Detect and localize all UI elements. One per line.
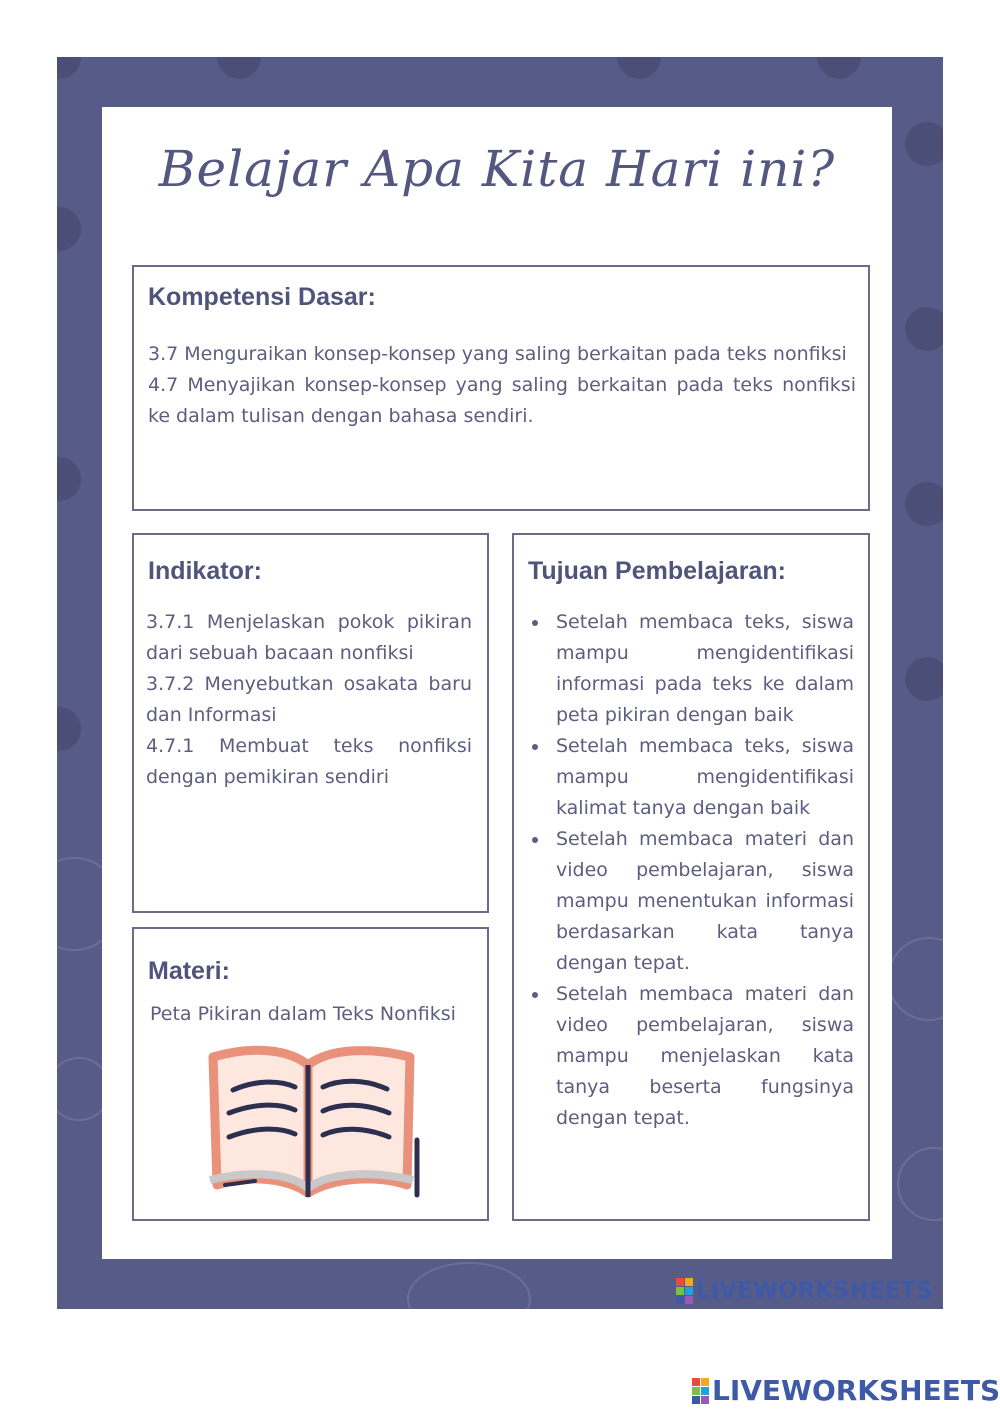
liveworksheets-watermark	[676, 1278, 933, 1304]
frame-dot	[57, 207, 81, 251]
kompetensi-item: 4.7 Menyajikan konsep-konsep yang saling berkaitan pada teks nonfiksi ke dalam tulisan dengan bahasa sendiri.	[148, 374, 856, 427]
frame-dot	[217, 57, 261, 79]
kompetensi-list	[148, 339, 856, 432]
frame-dot	[905, 122, 943, 166]
paisley-ornament	[407, 1262, 531, 1309]
indikator-item: 3.7.2 Menyebutkan osakata baru dan Informasi	[146, 673, 472, 726]
frame-dot	[817, 57, 861, 79]
frame-dot	[905, 482, 943, 526]
frame-dot	[57, 707, 81, 751]
liveworksheets-logo-icon	[676, 1278, 693, 1304]
indikator-item: 3.7.1 Menjelaskan pokok pikiran dari sebuah bacaan nonfiksi	[146, 611, 472, 664]
liveworksheets-logo-icon	[692, 1378, 709, 1404]
frame-dot	[617, 57, 661, 79]
kompetensi-box	[132, 265, 870, 511]
tujuan-list	[528, 607, 854, 1134]
tujuan-item: • Setelah membaca teks, siswa mampu mengidentifikasi kalimat tanya dengan baik	[550, 731, 854, 824]
indikator-item: 4.7.1 Membuat teks nonfiksi dengan pemikiran sendiri	[146, 735, 472, 788]
frame-dot	[905, 307, 943, 351]
tujuan-item: • Setelah membaca materi dan video pembelajaran, siswa mampu menjelaskan kata tanya beserta fungsinya dengan tepat.	[550, 979, 854, 1134]
indikator-heading: Indikator:	[148, 557, 262, 585]
frame-dot	[57, 457, 81, 501]
tujuan-heading: Tujuan Pembelajaran:	[528, 557, 786, 585]
page-title: Belajar Apa Kita Hari ini?	[158, 140, 836, 198]
materi-heading: Materi:	[148, 957, 230, 985]
frame-dot	[905, 657, 943, 701]
tujuan-box	[512, 533, 870, 1221]
indikator-box	[132, 533, 489, 913]
paisley-ornament	[897, 1147, 943, 1221]
tujuan-item: • Setelah membaca teks, siswa mampu mengidentifikasi informasi pada teks ke dalam peta pikiran dengan baik	[550, 607, 854, 731]
kompetensi-heading: Kompetensi Dasar:	[148, 283, 376, 311]
paisley-ornament	[887, 937, 943, 1021]
liveworksheets-text: LIVEWORKSHEETS	[696, 1278, 933, 1304]
liveworksheets-footer-text: LIVEWORKSHEETS	[712, 1374, 1000, 1407]
tujuan-item: • Setelah membaca materi dan video pembelajaran, siswa mampu menentukan informasi berdasarkan kata tanya dengan tepat.	[550, 824, 854, 979]
liveworksheets-footer	[692, 1374, 1000, 1407]
frame-dot	[57, 57, 81, 79]
kompetensi-item: 3.7 Menguraikan konsep-konsep yang saling berkaitan pada teks nonfiksi	[148, 343, 847, 365]
materi-text: Peta Pikiran dalam Teks Nonfiksi	[150, 1003, 456, 1025]
open-book-icon	[195, 1045, 430, 1205]
indikator-list	[146, 607, 472, 793]
